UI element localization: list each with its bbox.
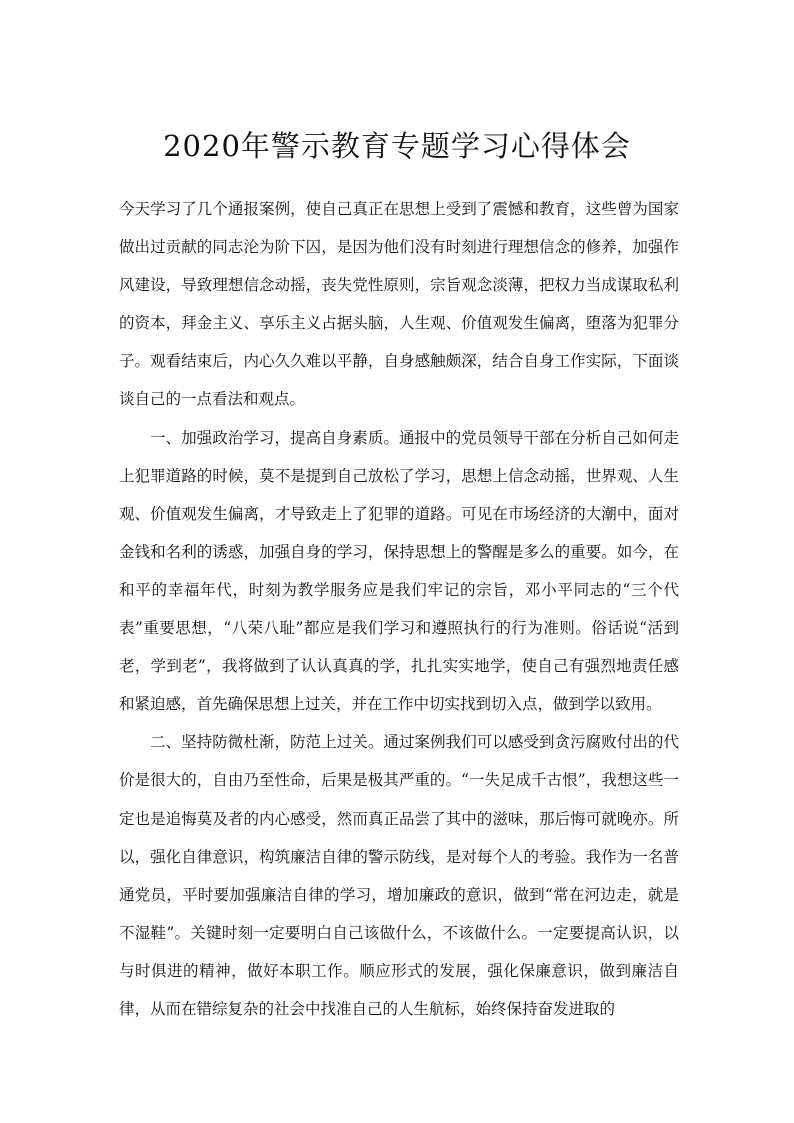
- paragraph-political-study: 一、加强政治学习，提高自身素质。通报中的党员领导干部在分析自己如何走上犯罪道路的时候，莫不是提到自己放松了学习，思想上信念动摇，世界观、人生观、价值观发生偏离，才导致走上了犯罪的道路。可见在市场经济的大潮中，面对金钱和名利的诱惑，加强自身的学习，保持思想上的警醒是多么的重要。如今，在和平的幸福年代，时刻为教学服务应是我们牢记的宗旨，邓小平同志的“三个代表”重要思想，“八荣八耻”都应是我们学习和遵照执行的行为准则。俗话说“活到老，学到老”，我将做到了认认真真的学，扎扎实实地学，使自己有强烈地责任感和紧迫感，首先确保思想上过关，并在工作中切实找到切入点，做到学以致用。: [119, 428, 679, 714]
- paragraph-prevention: 二、坚持防微杜渐，防范上过关。通过案例我们可以感受到贪污腐败付出的代价是很大的，自由乃至性命，后果是极其严重的。“一失足成千古恨”，我想这些一定也是追悔莫及者的内心感受，然而真正品尝了其中的滋味，那后悔可就晚亦。所以，强化自律意识，构筑廉洁自律的警示防线，是对每个人的考验。我作为一名普通党员，平时要加强廉洁自律的学习，增加廉政的意识，做到“常在河边走，就是不湿鞋”。关键时刻一定要明白自己该做什么，不该做什么。一定要提高认识，以与时俱进的精神，做好本职工作。顺应形式的发展，强化保廉意识，做到廉洁自律，从而在错综复杂的社会中找准自己的人生航标，始终保持奋发进取的: [119, 733, 679, 1018]
- paragraph-intro: 今天学习了几个通报案例，使自己真正在思想上受到了震憾和教育，这些曾为国家做出过贡献的同志沦为阶下囚，是因为他们没有时刻进行理想信念的修养，加强作风建设，导致理想信念动摇，丧失党性原则，宗旨观念淡薄，把权力当成谋取私利的资本，拜金主义、享乐主义占据头脑，人生观、价值观发生偏离，堕落为犯罪分子。观看结束后，内心久久难以平静，自身感触颇深，结合自身工作实际，下面谈谈自己的一点看法和观点。: [119, 200, 679, 409]
- document-body: [119, 190, 679, 1028]
- document-title: 2020年警示教育专题学习心得体会: [163, 129, 631, 163]
